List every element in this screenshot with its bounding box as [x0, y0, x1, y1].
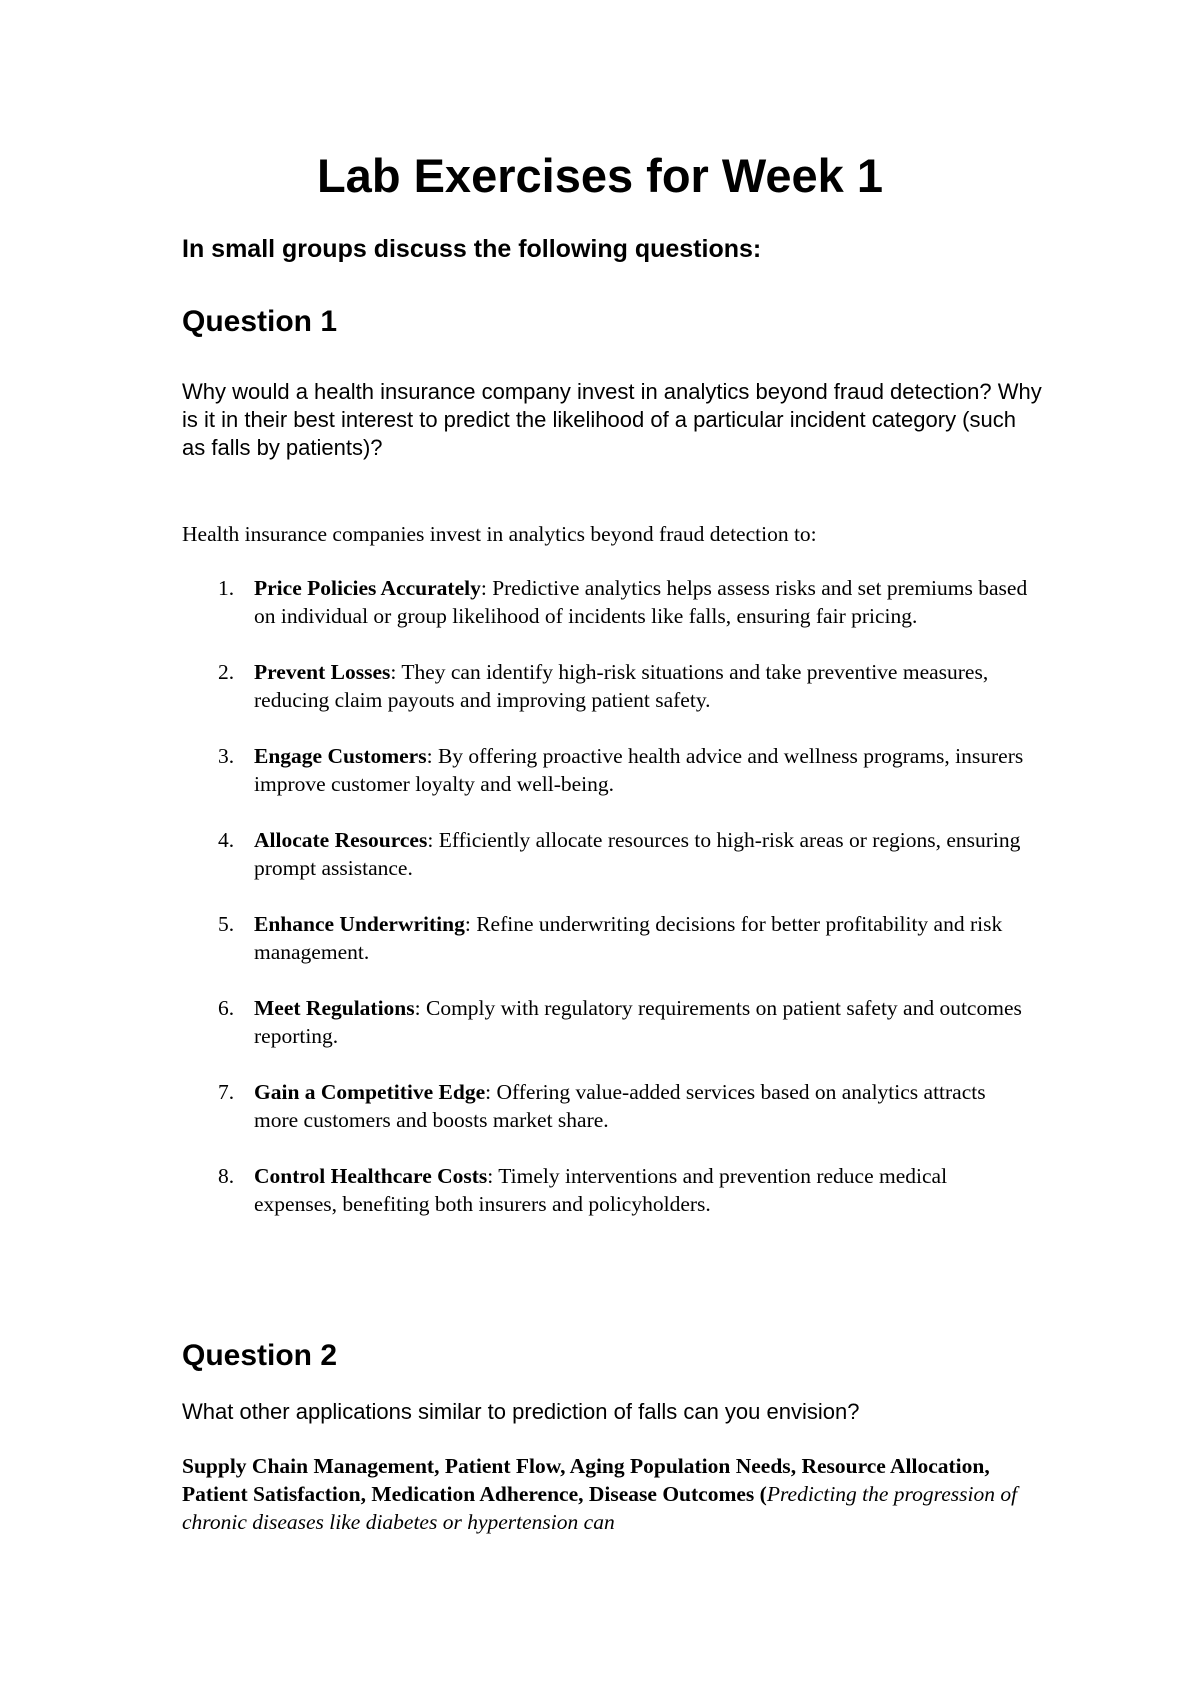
answer-description: : Timely interventions and prevention reduce medical expenses, benefiting both insurers and policyholders. [254, 1164, 948, 1216]
answer-description: : They can identify high-risk situations and take preventive measures, reducing claim payouts and improving patient safety. [254, 660, 989, 712]
answer-intro: Health insurance companies invest in analytics beyond fraud detection to: [182, 522, 817, 546]
answer-description: : Efficiently allocate resources to high-risk areas or regions, ensuring prompt assistance. [254, 828, 1021, 880]
answer-term: Enhance Underwriting [254, 912, 465, 936]
page-title: Lab Exercises for Week 1 [316, 149, 884, 202]
answer-number: 7. [218, 1080, 235, 1104]
answer-description: : By offering proactive health advice and wellness programs, insurers improve customer loyalty and well-being. [254, 744, 1024, 796]
question-2-heading: Question 2 [182, 1339, 338, 1372]
answer-term: Control Healthcare Costs [254, 1164, 488, 1188]
question-2-text: What other applications similar to prediction of falls can you envision? [182, 1399, 860, 1424]
answer-term: Prevent Losses [254, 660, 391, 684]
application-separator: , [578, 1482, 589, 1506]
answer-number: 6. [218, 996, 235, 1020]
application-term: Patient Flow [444, 1454, 561, 1478]
applications-paragraph [182, 1452, 1042, 1536]
answer-list [0, 574, 1200, 1246]
answer-description: : Refine underwriting decisions for better profitability and risk management. [254, 912, 1003, 964]
application-term: Aging Population Needs [569, 1454, 791, 1478]
answer-description: : Predictive analytics helps assess risks and set premiums based on individual or group likelihood of incidents like falls, ensuring fair pricing. [254, 576, 1028, 628]
answer-term: Gain a Competitive Edge [254, 1080, 486, 1104]
answer-number: 3. [218, 744, 235, 768]
answer-number: 4. [218, 828, 235, 852]
answer-item [0, 658, 1034, 714]
answer-term: Allocate Resources [254, 828, 428, 852]
question-1-text: Why would a health insurance company invest in analytics beyond fraud detection? Why is it in their best interest to predict the likelihood of a particular incident category (such as falls by patients)? [182, 379, 1042, 460]
answer-item [0, 1078, 1034, 1134]
answer-number: 8. [218, 1164, 235, 1188]
application-term: Disease Outcomes [588, 1482, 755, 1506]
application-separator: , [790, 1454, 802, 1478]
answer-term: Meet Regulations [254, 996, 415, 1020]
answer-description: : Offering value-added services based on analytics attracts more customers and boosts market share. [254, 1080, 986, 1132]
application-separator: , [360, 1482, 372, 1506]
application-term: Patient Satisfaction [182, 1482, 361, 1506]
answer-item [0, 994, 1034, 1050]
application-term: Medication Adherence [371, 1482, 579, 1506]
application-term: Resource Allocation [801, 1454, 985, 1478]
answer-number: 1. [218, 576, 235, 600]
question-1-heading: Question 1 [182, 305, 338, 338]
answer-description: : Comply with regulatory requirements on patient safety and outcomes reporting. [254, 996, 1022, 1048]
answer-term: Engage Customers [254, 744, 427, 768]
application-term: Supply Chain Management [182, 1454, 435, 1478]
answer-item [0, 826, 1034, 882]
application-separator: , [984, 1454, 990, 1478]
application-separator: , [434, 1454, 445, 1478]
answer-number: 5. [218, 912, 235, 936]
answer-term: Price Policies Accurately [254, 576, 481, 600]
answer-item [0, 1162, 1034, 1218]
answer-item [0, 742, 1034, 798]
note-open-paren: ( [759, 1482, 767, 1506]
application-note: Predicting the progression of chronic diseases like diabetes or hypertension can [182, 1482, 1018, 1534]
application-separator: , [560, 1454, 570, 1478]
answer-item [0, 910, 1034, 966]
answer-number: 2. [218, 660, 235, 684]
answer-item [0, 574, 1034, 630]
page-subtitle: In small groups discuss the following questions: [182, 235, 762, 263]
